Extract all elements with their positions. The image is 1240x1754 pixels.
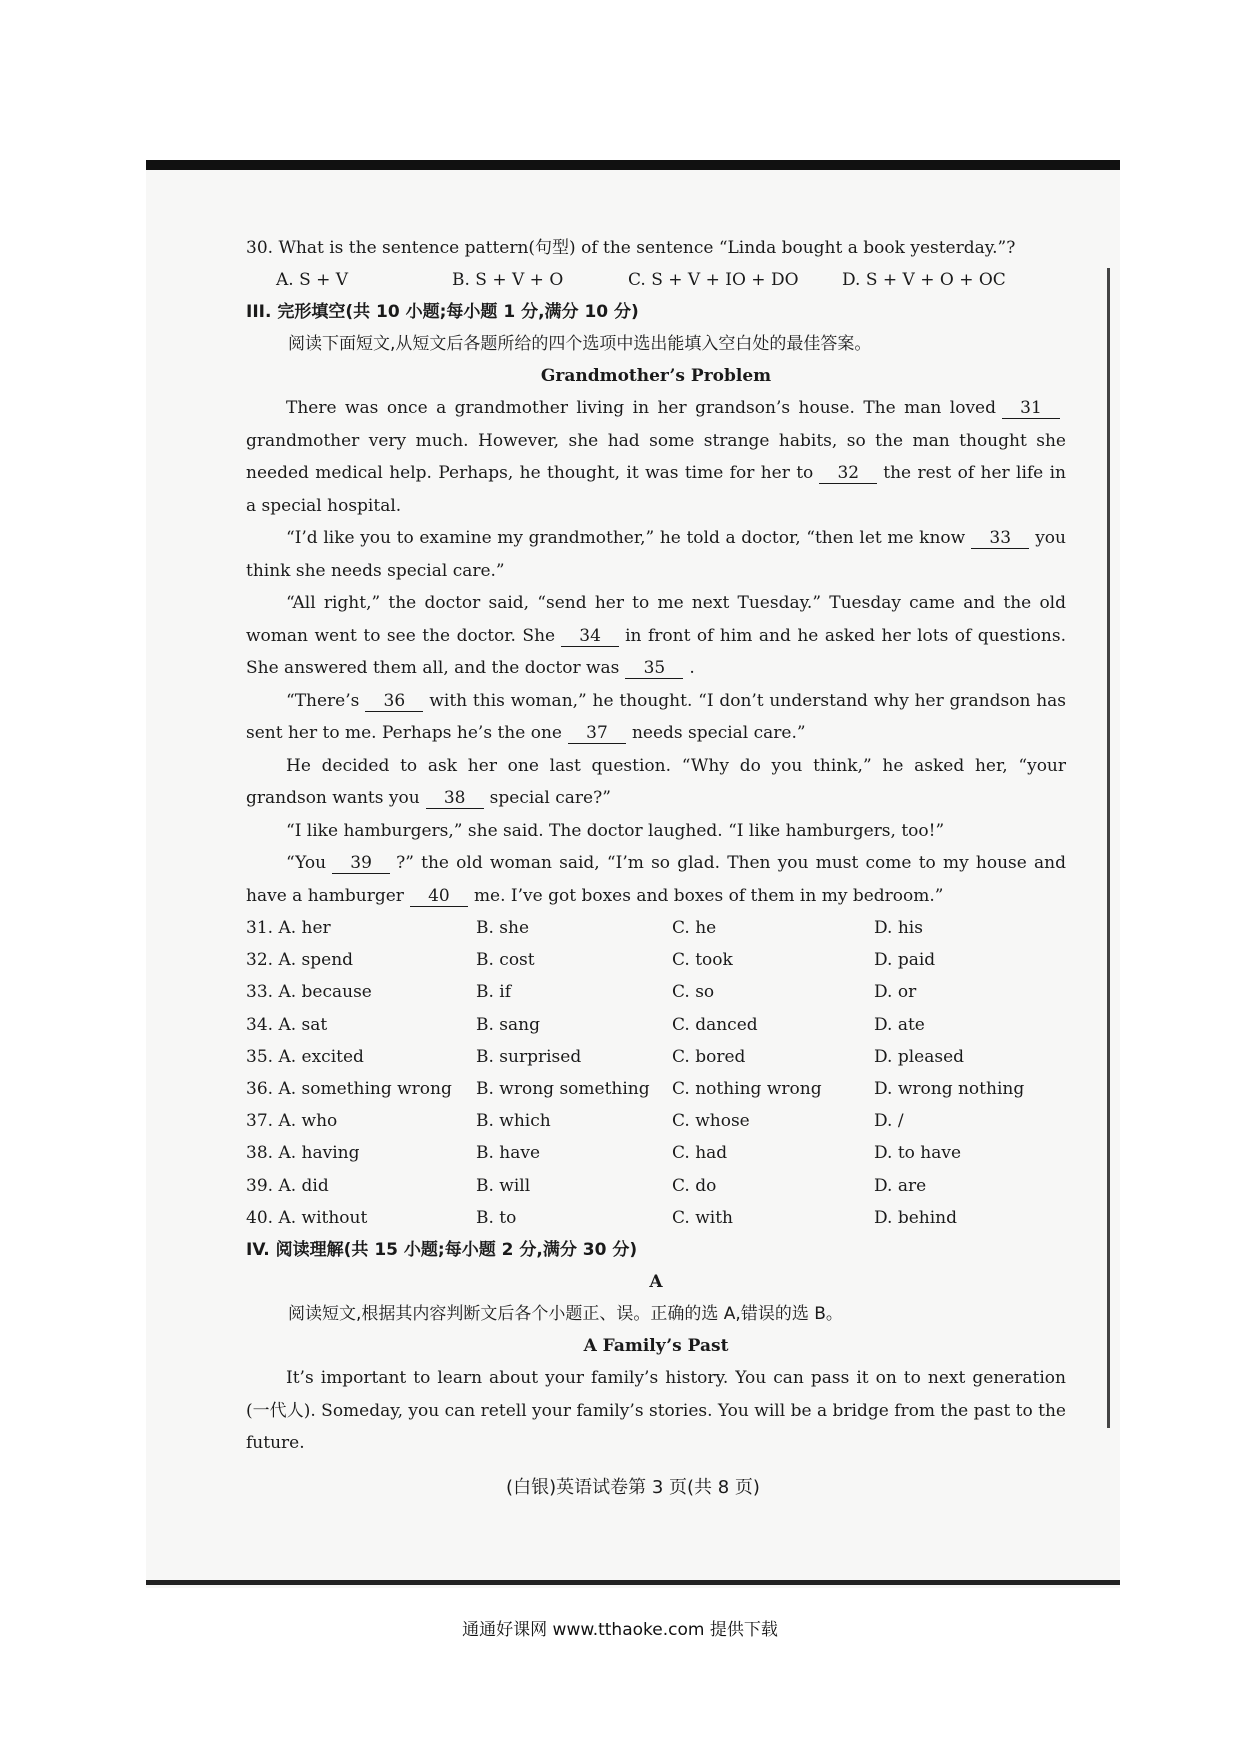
choice-row-36 [246,1073,1066,1105]
choice-b: B. cost [476,950,535,971]
q30-option-c: C. S + V + IO + DO [628,270,799,290]
choice-row-32 [246,944,1066,976]
choice-d: D. / [874,1111,904,1132]
choice-row-33 [246,976,1066,1008]
choices-table [246,912,1066,1234]
choice-b: B. wrong something [476,1079,650,1100]
choice-b: B. which [476,1111,551,1132]
passage-title: Grandmother’s Problem [540,366,772,386]
choice-b: B. to [476,1207,517,1228]
choice-a: 37. A. who [246,1111,338,1132]
choice-a: 34. A. sat [246,1014,328,1035]
text: “All right,” the doctor said, “send her to me next Tuesday.” Tuesday came and the old woman went to see the doctor. She [246,593,1066,646]
choice-d: D. are [874,1175,927,1196]
blank-39: 39 [332,853,390,874]
choice-d: D. pleased [874,1046,965,1067]
choice-a: 36. A. something wrong [246,1079,452,1100]
choice-a: 31. A. her [246,918,331,938]
section4-paragraph: It’s important to learn about your family’s history. You can pass it on to next generation (一代人). Someday, you can retell your family’s stories. You will be a bridge from the past to the future. [246,1368,1066,1454]
paragraph-4 [246,685,1066,750]
text: needs special care.” [631,723,806,743]
choice-a: 32. A. spend [246,950,354,971]
q30-options [246,264,1066,296]
choice-c: C. whose [672,1111,750,1132]
paragraph-3 [246,587,1066,685]
choice-row-38 [246,1137,1066,1169]
choice-c: C. danced [672,1014,758,1035]
choice-d: D. to have [874,1143,962,1164]
blank-34: 34 [561,626,619,647]
q30-option-d: D. S + V + O + OC [842,270,1006,290]
choice-d: D. behind [874,1207,957,1228]
text: special care?” [489,788,611,808]
text: “There’s [286,690,360,711]
choice-c: C. took [672,950,733,971]
text: . [689,658,695,678]
choice-b: B. if [476,982,512,1003]
choice-row-35 [246,1041,1066,1073]
choice-a: 38. A. having [246,1143,360,1164]
choice-b: B. will [476,1175,531,1196]
choice-b: B. have [476,1143,541,1164]
choice-b: B. she [476,918,530,938]
choice-c: C. with [672,1207,733,1228]
paragraph-5 [246,750,1066,815]
q30-stem: 30. What is the sentence pattern(句型) of the sentence “Linda bought a book yesterday.”? [246,238,1016,258]
choice-c: C. nothing wrong [672,1079,822,1100]
blank-33: 33 [971,528,1029,549]
choice-d: D. wrong nothing [874,1079,1025,1100]
text: ?” the old woman said, “I’m so glad. Then you must come to my house and have a hamburger [246,853,1066,906]
blank-37: 37 [568,723,626,744]
text: grandmother very much. However, she had some strange habits, so the man thought she needed medical help. Perhaps, he thought, it was time for her to [246,430,1066,483]
choice-c: C. bored [672,1046,746,1067]
blank-38: 38 [426,788,484,809]
choice-b: B. surprised [476,1046,582,1067]
text: me. I’ve got boxes and boxes of them in my bedroom.” [473,885,944,906]
blank-36: 36 [365,691,423,712]
choice-c: C. so [672,982,715,1003]
choice-c: C. he [672,918,717,938]
choice-c: C. had [672,1143,728,1164]
text: “I’d like you to examine my grandmother,” he told a doctor, “then let me know [286,528,966,548]
text: you think she needs special care.” [246,528,1066,581]
section4-heading: IV. 阅读理解(共 15 小题;每小题 2 分,满分 30 分) [246,1240,638,1261]
choice-row-37 [246,1105,1066,1137]
text: He decided to ask her one last question. “Why do you think,” he asked her, “your grandson wants you [246,755,1066,808]
choice-b: B. sang [476,1014,540,1035]
text: “You [286,853,327,873]
download-watermark: 通通好课网 www.tthaoke.com 提供下载 [462,1620,778,1640]
blank-35: 35 [625,658,683,679]
blank-31: 31 [1002,398,1060,419]
blank-40: 40 [410,886,468,907]
section4-part-label: A [649,1272,663,1293]
blank-32: 32 [819,463,877,484]
q30-option-b: B. S + V + O [452,270,564,290]
choice-a: 35. A. excited [246,1046,364,1067]
text: in front of him and he asked her lots of questions. She answered them all, and the doctor was [246,625,1066,678]
paragraph-2 [246,522,1066,587]
choice-row-34 [246,1009,1066,1041]
section4-title: A Family’s Past [583,1336,729,1357]
paragraph-1 [246,392,1066,522]
exam-content [246,232,1066,1460]
choice-a: 39. A. did [246,1175,329,1196]
choice-d: D. or [874,982,917,1003]
q30-option-a: A. S + V [276,270,349,290]
bottom-rule [146,1580,1120,1585]
choice-c: C. do [672,1175,717,1196]
choice-row-40 [246,1202,1066,1234]
choice-row-31 [246,912,1066,944]
page-footer: (白银)英语试卷第 3 页(共 8 页) [506,1477,760,1498]
choice-row-39 [246,1170,1066,1202]
section3-instruction: 阅读下面短文,从短文后各题所给的四个选项中选出能填入空白处的最佳答案。 [288,334,872,354]
choice-a: 40. A. without [246,1207,368,1228]
top-rule [146,160,1120,170]
text: with this woman,” he thought. “I don’t understand why her grandson has sent her to me. Perhaps he’s the one [246,690,1066,743]
choice-a: 33. A. because [246,982,372,1003]
paragraph-7 [246,847,1066,912]
text: There was once a grandmother living in her grandson’s house. The man loved [286,398,996,418]
section3-heading: III. 完形填空(共 10 小题;每小题 1 分,满分 10 分) [246,302,639,322]
paragraph-6: “I like hamburgers,” she said. The doctor laughed. “I like hamburgers, too!” [286,820,945,841]
choice-d: D. ate [874,1014,925,1035]
section4-instruction: 阅读短文,根据其内容判断文后各个小题正、误。正确的选 A,错误的选 B。 [288,1304,843,1325]
binding-edge [1107,268,1110,1428]
text: the rest of her life in a special hospital. [246,463,1066,516]
choice-d: D. paid [874,950,936,971]
choice-d: D. his [874,918,923,938]
